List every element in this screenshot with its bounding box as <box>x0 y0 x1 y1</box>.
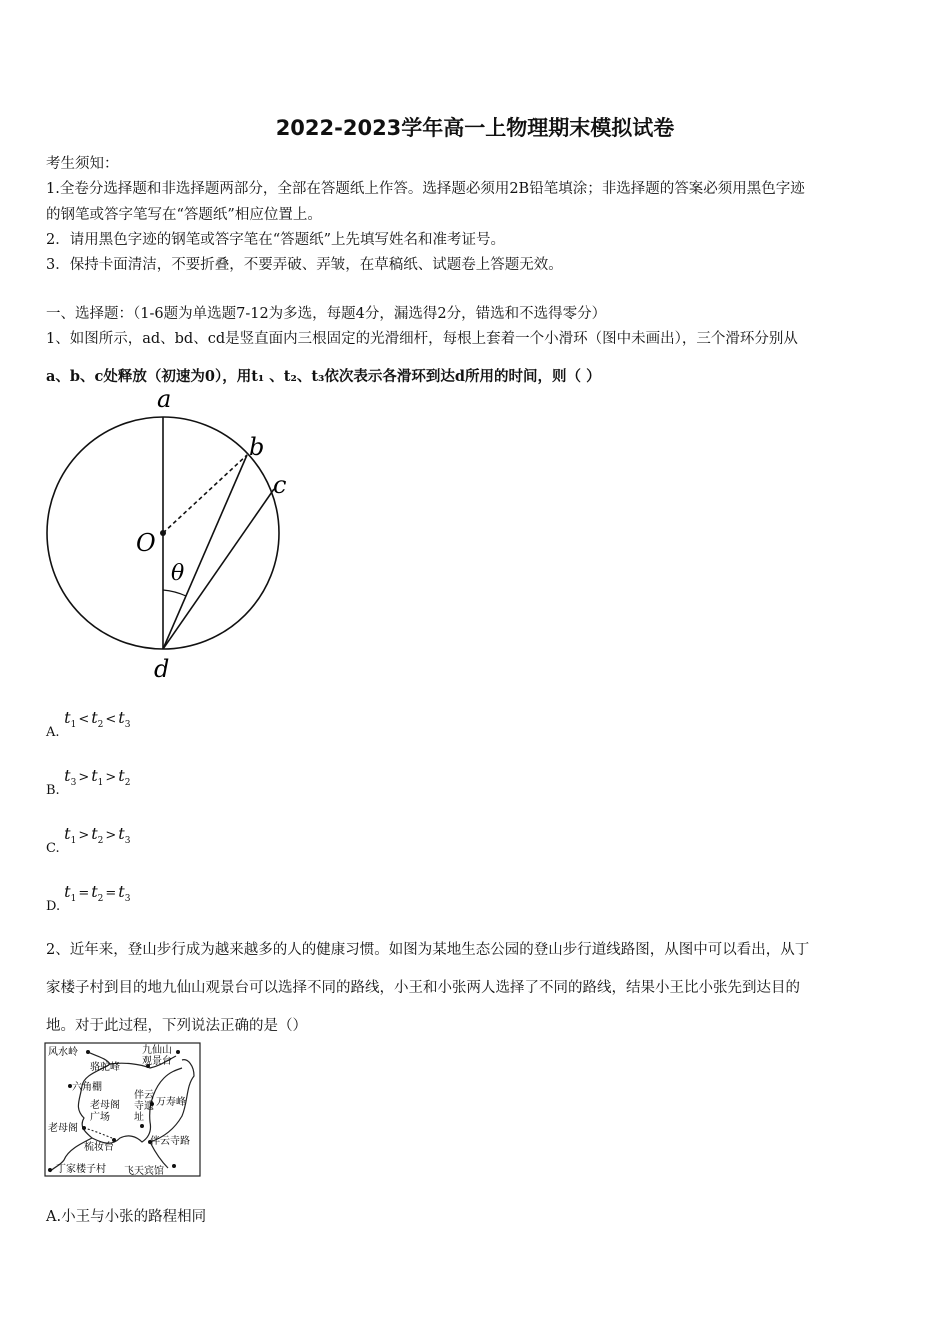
q1-stem-line1: 1、如图所示，ad、bd、cd是竖直面内三根固定的光滑细杆，每根上套着一个小滑环（图中未画出），三个滑环分别从 <box>46 331 798 347</box>
svg-text:伴云寺路: 伴云寺路 <box>150 1136 190 1147</box>
label-a: a <box>157 385 172 413</box>
svg-text:观景台: 观景台 <box>142 1056 172 1067</box>
theta-arc <box>163 590 186 596</box>
q2-option-a[interactable]: A.小王与小张的路程相同 <box>46 1209 207 1225</box>
svg-text:九仙山: 九仙山 <box>142 1045 172 1056</box>
option-letter: C. <box>46 841 60 857</box>
notice-item-1a: 1.全卷分选择题和非选择题两部分，全部在答题纸上作答。选择题必须用2B铅笔填涂；非选择题的答案必须用黑色字迹 <box>46 181 805 197</box>
svg-text:寺遗: 寺遗 <box>134 1101 154 1112</box>
label-o: O <box>136 529 156 557</box>
option-letter: B. <box>46 783 60 799</box>
option-expression: $t_1 < t_2 < t_3$ <box>64 708 131 731</box>
q1-circle-figure <box>40 385 300 685</box>
svg-text:老母阁: 老母阁 <box>90 1100 120 1111</box>
q2-stem-line3: 地。对于此过程，下列说法正确的是（） <box>46 1018 307 1034</box>
label-theta: θ <box>171 561 185 586</box>
page-title: 2022-2023学年高一上物理期末模拟试卷 <box>275 116 675 140</box>
q2-stem-line2: 家楼子村到目的地九仙山观景台可以选择不同的路线，小王和小张两人选择了不同的路线，结果小王比小张先到达目的 <box>46 980 800 996</box>
center-point <box>160 530 166 536</box>
q2-trail-map <box>44 1042 202 1178</box>
label-d: d <box>154 655 170 683</box>
svg-text:风水岭: 风水岭 <box>48 1047 78 1058</box>
svg-text:万寿峰: 万寿峰 <box>156 1097 186 1108</box>
option-expression: $t_3 > t_1 > t_2$ <box>64 766 131 789</box>
q2-stem-line1: 2、近年来，登山步行成为越来越多的人的健康习惯。如图为某地生态公园的登山步行道线路图，从图中可以看出，从丁 <box>46 942 810 958</box>
svg-text:梳妆台: 梳妆台 <box>84 1142 114 1153</box>
option-expression: $t_1 > t_2 > t_3$ <box>64 824 131 847</box>
radius-ob <box>163 455 247 533</box>
notice-heading: 考生须知： <box>46 156 119 172</box>
option-letter: D. <box>46 899 61 915</box>
section-heading: 一、选择题：（1-6题为单选题7-12为多选，每题4分，漏选得2分，错选和不选得零分） <box>46 306 607 322</box>
svg-text:老母阁: 老母阁 <box>48 1123 78 1134</box>
svg-text:骆驼峰: 骆驼峰 <box>90 1062 120 1073</box>
q1-option-a[interactable] <box>46 708 131 741</box>
label-b: b <box>249 433 265 461</box>
option-expression: $t_1 = t_2 = t_3$ <box>64 882 131 905</box>
q1-stem-line2: a、b、c处释放（初速为0），用t₁ 、t₂、t₃依次表示各滑环到达d所用的时间，则（ ） <box>46 368 601 385</box>
svg-text:六角棚: 六角棚 <box>72 1082 102 1093</box>
notice-item-1b: 的钢笔或答字笔写在“答题纸”相应位置上。 <box>46 207 322 223</box>
svg-text:广场: 广场 <box>90 1112 110 1123</box>
q1-option-b[interactable] <box>46 766 131 799</box>
q1-option-c[interactable] <box>46 824 131 857</box>
notice-item-2: 2．请用黑色字迹的钢笔或答字笔在“答题纸”上先填写姓名和准考证号。 <box>46 232 506 248</box>
q1-option-d[interactable] <box>46 882 131 915</box>
svg-text:飞天宾馆: 飞天宾馆 <box>124 1166 164 1177</box>
label-c: c <box>273 471 287 499</box>
option-letter: A. <box>46 725 60 741</box>
svg-text:丁家楼子村: 丁家楼子村 <box>56 1164 106 1175</box>
svg-text:伴云: 伴云 <box>134 1090 154 1101</box>
notice-item-3: 3．保持卡面清洁，不要折叠，不要弄破、弄皱，在草稿纸、试题卷上答题无效。 <box>46 257 563 273</box>
rod-bd <box>163 455 247 649</box>
svg-text:址: 址 <box>134 1112 144 1123</box>
